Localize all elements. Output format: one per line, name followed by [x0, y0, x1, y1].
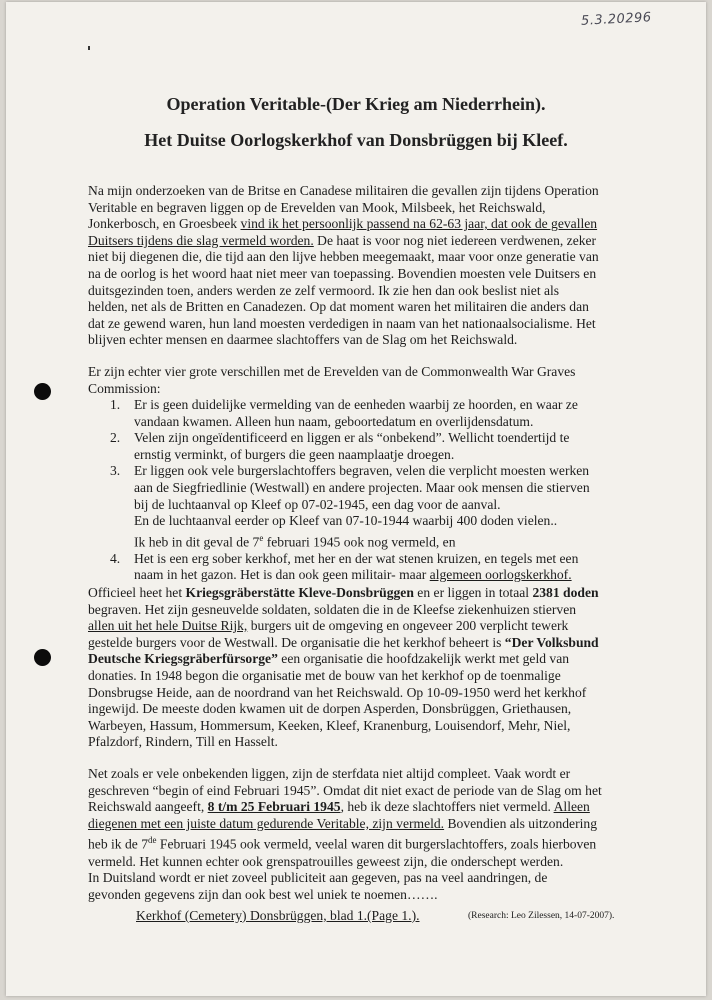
- list-item: [88, 551, 628, 584]
- text-line: Warbeyen, Hassum, Hommersum, Keeken, Kleef, Kranenburg, Louisendorf, Mehr, Niel,: [88, 717, 571, 733]
- text-line: [134, 567, 628, 584]
- paragraph-differences: [88, 364, 628, 397]
- underlined-text: algemeen oorlogskerkhof.: [429, 567, 572, 583]
- text-span: burgers uit de omgeving en ongeveer 200 verplicht tewerk: [247, 618, 569, 634]
- research-credit: (Research: Leo Zilessen, 14-07-2007).: [468, 911, 615, 921]
- text-line: dat ze gewend waren, hun land moesten verdedigen in naam van het nationaalsocialisme. Het: [88, 315, 596, 331]
- text-line: blijven echter mensen en daarmee slachtoffers van de Slag om het Reichswald.: [88, 332, 518, 348]
- text-line: vandaan kwamen. Alleen hun naam, geboortedatum en overlijdensdatum.: [134, 413, 534, 429]
- text-span: Officieel heet het: [88, 585, 186, 600]
- document-page: [6, 2, 706, 996]
- text-line: Donsbrugse Heide, aan de noordrand van het Reichswald. Op 10-09-1950 werd het kerkhof: [88, 684, 587, 700]
- text-span: een organisatie die hoofdzakelijk werkt met geld van: [277, 651, 570, 667]
- text-line: [88, 816, 628, 833]
- text-line: ernstig verminkt, of burgers die geen naamplaatje droegen.: [134, 446, 455, 462]
- text-line: Commission:: [88, 380, 161, 396]
- list-number: 2.: [110, 430, 121, 446]
- text-line: [88, 233, 628, 250]
- bold-text: Deutsche Kriegsgräberfürsorge”: [88, 651, 278, 667]
- text-line: donaties. In 1948 begon die organisatie met de bouw van het kerkhof op de toenmalige: [88, 667, 561, 683]
- text-line: niet bij diegenen die, die tijd aan den lijve hebben meegemaakt, maar voor onze generatie van: [88, 249, 599, 265]
- tick-mark: [88, 46, 90, 50]
- underlined-text: allen uit het hele Duitse Rijk,: [88, 618, 248, 634]
- text-line: Er is geen duidelijke vermelding van de eenheden waarbij ze hoorden, en waar ze: [134, 397, 578, 412]
- text-line: bij de luchtaanval op Kleef op 07-02-1945, een dag voor de aanval.: [134, 496, 501, 512]
- document-title: Operation Veritable-(Der Krieg am Niederrhein).: [166, 94, 546, 114]
- text-line: geschreven “begin of eind Februari 1945”. Omdat dit niet exact de periode van de Slag om het: [88, 782, 602, 798]
- punch-hole-top: [34, 383, 51, 400]
- text-span: gestelde burgers voor de Westwall. De organisatie die het kerkhof beheert is: [88, 634, 505, 650]
- text-line: [88, 651, 628, 668]
- bold-text: “Der Volksbund: [504, 634, 599, 650]
- text-line: vermeld. Het kunnen echter ook grenspatrouilles geweest zijn, die onderschept werden.: [88, 853, 564, 869]
- text-line: Pfalzdorf, Rindern, Till en Hasselt.: [88, 734, 278, 750]
- list-number: 1.: [110, 397, 121, 412]
- superscript: de: [148, 835, 157, 846]
- superscript: e: [259, 532, 264, 543]
- text-line: begraven. Het zijn gesneuvelde soldaten, soldaten die in de Kleefse ziekenhuizen stierven: [88, 601, 577, 617]
- text-line: duitsgezinden toen, anders werden ze zelf vermoord. Ik zie hen dan ook beslist niet als: [88, 282, 560, 298]
- text-span: Jonkerbosch, en Groesbeek: [88, 216, 241, 232]
- list-item: [88, 397, 628, 430]
- list-number: 4.: [110, 550, 121, 566]
- paragraph-official-name: [88, 585, 628, 751]
- text-line: [88, 585, 628, 602]
- document-subtitle: Het Duitse Oorlogskerkhof van Donsbrüggen bij Kleef.: [144, 130, 568, 150]
- text-line: In Duitsland wordt er niet zoveel publiciteit aan gegeven, pas na veel aandringen, de: [88, 870, 548, 886]
- text-line: Er liggen ook vele burgerslachtoffers begraven, velen die verplicht moesten werken: [134, 463, 590, 479]
- text-span: , heb ik deze slachtoffers niet vermeld.: [340, 799, 554, 815]
- text-line: Velen zijn ongeïdentificeerd en liggen er als “onbekend”. Wellicht toendertijd te: [134, 430, 570, 446]
- punch-hole-bottom: [34, 649, 51, 666]
- text-span: Bovendien als uitzondering: [444, 815, 597, 831]
- text-line: [134, 530, 628, 551]
- text-line: [88, 216, 628, 233]
- text-span: en er liggen in totaal: [413, 585, 533, 600]
- paragraph-intro: [88, 183, 628, 349]
- bold-text: 2381 doden: [532, 585, 599, 600]
- list-item: [88, 463, 628, 551]
- underlined-text: diegenen met een juiste datum gedurende Veritable, zijn vermeld.: [88, 815, 445, 831]
- bold-text: Kriegsgräberstätte Kleve-Donsbrüggen: [185, 585, 414, 600]
- text-span: De haat is voor nog niet iedereen verdwenen, zeker: [313, 232, 597, 248]
- list-number: 3.: [110, 463, 121, 479]
- text-line: ingewijd. De meeste doden kwamen uit de dorpen Asperden, Donsbrüggen, Griethausen,: [88, 701, 572, 717]
- list-item: [88, 430, 628, 463]
- text-span: heb ik de 7: [88, 836, 149, 852]
- text-line: [88, 618, 628, 635]
- text-line: Er zijn echter vier grote verschillen met de Erevelden van de Commonwealth War Graves: [88, 364, 576, 379]
- underlined-text: Duitsers tijdens die slag vermeld worden.: [88, 232, 314, 248]
- paragraph-death-dates: [88, 766, 628, 903]
- text-span: Ik heb in dit geval de 7: [134, 534, 260, 550]
- text-line: helden, net als de Britten en Canadezen. Op dat moment waren het militairen die anders dan: [88, 299, 589, 315]
- text-line: Veritable en begraven liggen op de Erevelden van Mook, Milsbeek, het Reichswald,: [88, 199, 546, 215]
- text-line: [88, 832, 628, 853]
- text-line: Het is een erg sober kerkhof, met her en der wat stenen kruizen, en tegels met een: [134, 550, 579, 566]
- bold-underlined-text: 8 t/m 25 Februari 1945: [207, 799, 341, 815]
- text-span: Februari 1945 ook vermeld, veelal waren dit burgerslachtoffers, zoals hierboven: [156, 836, 597, 852]
- text-span: februari 1945 ook nog vermeld, en: [263, 534, 456, 550]
- text-line: [88, 799, 628, 816]
- text-line: En de luchtaanval eerder op Kleef van 07-10-1944 waarbij 400 doden vielen..: [134, 513, 558, 529]
- text-line: gevonden gegevens zijn dan ook best wel uniek te noemen…….: [88, 886, 438, 902]
- underlined-text: Kerkhof (Cemetery) Donsbrüggen, blad 1.(Page 1.).: [136, 908, 420, 923]
- underlined-text: vind ik het persoonlijk passend na 62-63 jaar, dat ook de gevallen: [240, 216, 598, 232]
- underlined-text: Alleen: [553, 799, 590, 815]
- differences-list: [88, 397, 628, 584]
- text-line: aan de Siegfriedlinie (Westwall) en andere projecten. Maar ook mensen die stierven: [134, 479, 590, 495]
- text-span: Reichswald aangeeft,: [88, 799, 208, 815]
- text-line: na de oorlog is het woord haat niet meer van toepassing. Bovendien moesten vele Duitsers en: [88, 265, 597, 281]
- archive-number-annotation: 5.3.20296: [580, 10, 653, 29]
- text-line: Net zoals er vele onbekenden liggen, zijn de sterfdata niet altijd compleet. Vaak wordt er: [88, 766, 571, 781]
- text-line: Na mijn onderzoeken van de Britse en Canadese militairen die gevallen zijn tijdens Operation: [88, 183, 599, 198]
- text-line: [88, 635, 628, 652]
- text-span: naam in het gazon. Het is dan ook geen militair- maar: [134, 567, 430, 583]
- page-footer-label: [136, 908, 420, 924]
